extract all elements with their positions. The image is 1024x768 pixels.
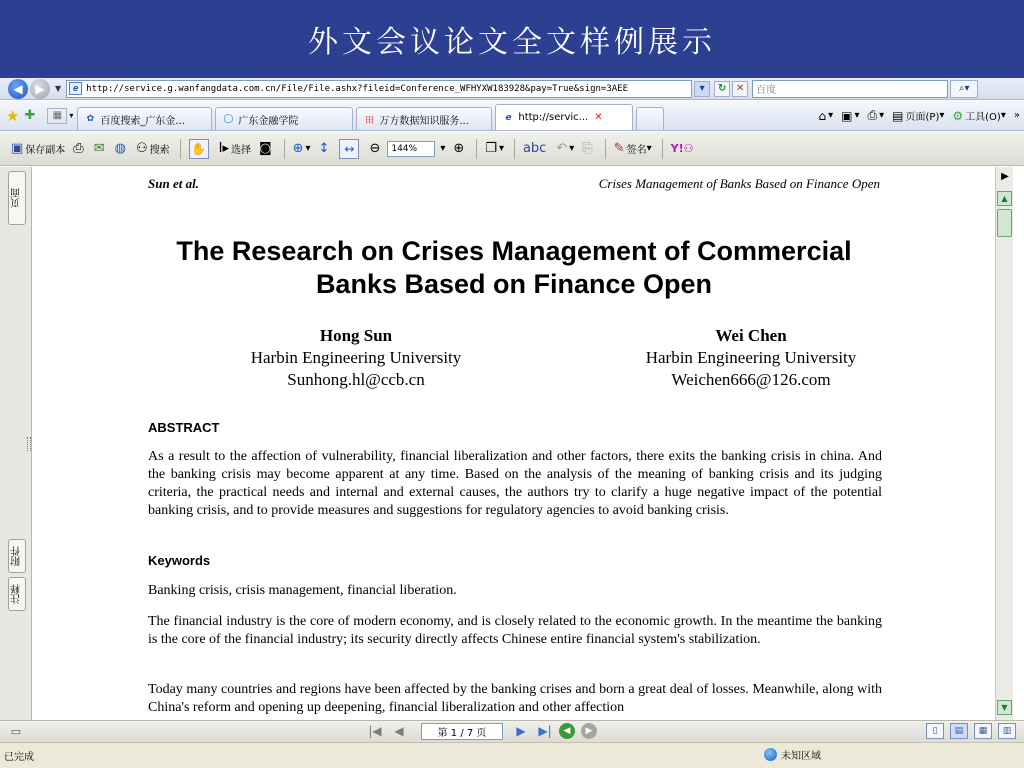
next-view-button[interactable]: ▶ [581, 723, 597, 739]
page-number-field[interactable] [421, 723, 503, 740]
continuous-page-icon[interactable]: ▤ [950, 723, 968, 739]
save-copy-label: 保存副本 [25, 145, 66, 156]
new-tab-button[interactable] [636, 107, 664, 130]
scroll-thumb[interactable] [997, 209, 1012, 237]
scroll-up-button[interactable]: ▲ [997, 191, 1012, 206]
toolbar-divider [476, 139, 477, 159]
yahoo-icon[interactable]: Y!⚇ [670, 142, 694, 155]
url-dropdown-icon[interactable]: ▾ [694, 81, 710, 97]
author-name: Hong Sun [319, 326, 393, 345]
ie-page-icon: e [69, 82, 82, 95]
feeds-button[interactable]: ▣ ▾ [841, 108, 860, 123]
forward-button[interactable]: ▶ [30, 79, 50, 99]
spellcheck-icon: abc [522, 141, 547, 156]
body-paragraph: Today many countries and regions have been affected by the banking crises and born a great deal of losses. Meanwhile, along with China's reform and opening up deepening, financial liberalization and other affection [148, 682, 882, 715]
view-mode-controls [920, 723, 1016, 739]
toolbar-divider [605, 139, 606, 159]
stop-icon[interactable]: ✕ [732, 81, 748, 97]
zoom-out-icon: ⊖ [369, 141, 381, 156]
select-tool-button[interactable] [216, 138, 254, 160]
web-search-button[interactable] [112, 138, 131, 160]
fit-page-button[interactable] [316, 138, 335, 160]
attachments-tab-label: 附件 [11, 546, 23, 566]
fit-width-button[interactable] [336, 138, 364, 160]
zoom-value: 144% [391, 143, 418, 154]
panel-resize-handle[interactable] [27, 437, 31, 451]
email-button[interactable] [91, 138, 110, 160]
quick-tabs-icon[interactable]: ▦ [47, 108, 67, 124]
chevron-more-icon[interactable]: » [1013, 110, 1020, 121]
tab-bar [0, 101, 1024, 131]
paper-title: The Research on Crises Management of Commercial Banks Based on Finance Open [176, 236, 852, 299]
slide-title: 外文会议论文全文样例展示 [0, 0, 1024, 78]
undo-icon: ↶ [556, 141, 568, 156]
search-icon[interactable]: ⌕▾ [950, 80, 978, 98]
search-pdf-label: 搜索 [149, 145, 170, 156]
save-copy-button[interactable] [8, 138, 68, 160]
next-page-button[interactable]: ▶ [516, 724, 526, 738]
page-nav-controls [365, 722, 603, 740]
comments-panel-tab[interactable] [8, 577, 26, 611]
search-pdf-button[interactable] [133, 138, 173, 160]
attachments-panel-tab[interactable] [8, 539, 26, 573]
tools-menu-label: 工具(O) [965, 112, 1001, 123]
navigation-panel [0, 167, 32, 720]
history-dropdown-icon[interactable]: ▼ [55, 84, 62, 93]
home-button[interactable]: ⌂ ▾ [818, 108, 834, 123]
page-menu[interactable]: ▤ 页面(P) ▾ [892, 108, 945, 123]
body-paragraph: The financial industry is the core of modern economy, and is closely related to the economic growth. In the meantime the banking is the core of the financial industry; its security directly affects Chinese entire financial system's stabilization. [148, 614, 882, 647]
back-button[interactable]: ◀ [8, 79, 28, 99]
pen-icon: ✎ [613, 141, 625, 156]
add-favorite-icon[interactable]: ✚ [24, 108, 36, 123]
author-email: Sunhong.hl@ccb.cn [287, 370, 425, 389]
tab-label: 万方数据知识服务... [379, 115, 469, 127]
zoom-out-button[interactable] [366, 138, 385, 160]
tab-wanfang[interactable] [356, 107, 492, 130]
running-head-right: Crises Management of Banks Based on Finance Open [598, 176, 880, 191]
page-size-icon[interactable]: ▭ [10, 725, 22, 738]
search-placeholder: 百度 [756, 85, 777, 96]
keywords-heading: Keywords [148, 553, 211, 568]
author-block [601, 325, 901, 391]
zone-text: 未知区域 [781, 751, 821, 762]
author-name: Wei Chen [715, 326, 787, 345]
sign-button[interactable]: ✎ 签名 ▾ [613, 141, 652, 156]
pdf-toolbar [0, 132, 1024, 166]
toolbar-divider [662, 139, 663, 159]
abstract-text: As a result to the affection of vulnerability, financial liberalization and other factors, there exits the banking crisis in china. And the banking crisis may become apparent at any time. Based on the analysis of the meaning of banking crisis and its judging criteria, the practical needs and internal and external causes, the authors try to clarify a huge negative impact of the potential banking crisis, and to provide measures and suggestions for regulatory agencies to avoid banking crisis. [148, 449, 882, 518]
printer-icon: ⎙ [73, 141, 84, 156]
author-affiliation: Harbin Engineering University [250, 348, 462, 367]
print-button[interactable]: ⎙ ▾ [867, 108, 885, 122]
address-bar [0, 78, 1024, 100]
snapshot-button[interactable] [256, 138, 277, 160]
first-page-button[interactable]: |◀ [368, 724, 382, 738]
camera-icon: ◙ [258, 141, 272, 156]
zoom-in-button[interactable] [450, 138, 469, 160]
fit-width-icon: ↔ [339, 139, 359, 159]
tools-menu[interactable]: ⚙ 工具(O) ▾ [952, 108, 1006, 123]
close-tab-icon[interactable]: ✕ [594, 112, 603, 123]
search-input[interactable] [752, 80, 948, 98]
ie-icon: e [505, 112, 512, 123]
text-cursor-icon: I▸ [218, 141, 229, 156]
zoom-tool-button[interactable]: ⊕ ▾ [292, 141, 311, 156]
wanfang-icon: 田 [364, 115, 374, 126]
web-icon: ◍ [114, 141, 126, 156]
author-affiliation: Harbin Engineering University [645, 348, 857, 367]
pages-panel-tab[interactable] [8, 171, 26, 225]
keywords-text: Banking crisis, crisis management, financial liberation. [148, 583, 457, 598]
paw-icon: ✿ [86, 114, 95, 124]
hand-icon: ✋ [189, 139, 209, 159]
copy-icon: ⎘ [582, 141, 593, 156]
copy-button[interactable] [579, 138, 597, 160]
status-bar [0, 742, 1024, 768]
status-text: 已完成 [4, 752, 34, 763]
feeds-icon: ▣ [841, 108, 853, 123]
home-icon: ⌂ [818, 108, 827, 123]
tab-label: http://servic... [518, 112, 589, 123]
last-page-button[interactable]: ▶| [538, 724, 552, 738]
expand-arrow-icon[interactable]: ▶ [1001, 171, 1009, 182]
url-field[interactable] [66, 80, 692, 98]
ring-icon: ◯ [223, 114, 234, 124]
fit-page-icon: ↕ [318, 141, 330, 156]
tab-baidu[interactable] [77, 107, 212, 130]
tab-label: 广东金融学院 [238, 115, 299, 127]
select-tool-label: 选择 [230, 145, 251, 156]
page-navigation-bar [0, 720, 1024, 742]
print-icon: ⎙ [867, 108, 878, 122]
continuous-facing-icon[interactable]: ▥ [998, 723, 1016, 739]
pdf-page [33, 167, 995, 720]
tab-list-dropdown-icon[interactable]: ▾ [69, 111, 74, 120]
previous-page-button[interactable]: ◀ [394, 724, 404, 738]
page-icon: ▤ [892, 108, 904, 123]
toolbar-divider [284, 139, 285, 159]
vertical-scrollbar[interactable] [995, 167, 1013, 720]
author-block [206, 325, 506, 391]
zoom-input[interactable] [387, 141, 435, 157]
toolbar-divider [180, 139, 181, 159]
undo-button[interactable]: ↶ ▾ [556, 141, 575, 156]
pages-tab-label: 页面 [11, 188, 23, 208]
single-page-icon[interactable]: ▯ [926, 723, 944, 739]
command-bar [811, 108, 1024, 123]
favorites-star-icon[interactable]: ★ [6, 106, 20, 125]
binoculars-icon: ⚇ [135, 141, 148, 156]
page-display-icon: ❐ [485, 141, 497, 156]
sign-label: 签名 [626, 145, 647, 156]
scroll-down-button[interactable]: ▼ [997, 700, 1012, 715]
zoom-in-icon: ⊕ [453, 141, 465, 156]
tab-gdufe[interactable] [215, 107, 353, 130]
comments-tab-label: 注释 [11, 584, 23, 604]
refresh-icon[interactable]: ↻ [714, 81, 730, 97]
hand-tool-button[interactable] [186, 138, 214, 160]
security-zone[interactable] [764, 747, 821, 762]
abstract-heading: ABSTRACT [148, 420, 220, 435]
print-pdf-button[interactable] [70, 138, 88, 160]
running-head-left: Sun et al. [148, 176, 199, 191]
page-indicator: 第 1 / 7 页 [437, 727, 487, 739]
toolbar-divider [514, 139, 515, 159]
tab-label: 百度搜索_广东金... [100, 115, 185, 127]
spelling-button[interactable] [520, 138, 551, 160]
zoom-dropdown[interactable]: ▾ [440, 143, 446, 154]
magnifier-icon: ⊕ [292, 141, 304, 156]
globe-icon [764, 748, 777, 761]
email-icon: ✉ [93, 141, 105, 156]
tab-active-pdf[interactable] [495, 104, 633, 130]
floppy-icon: ▣ [11, 141, 24, 156]
url-text: http://service.g.wanfangdata.com.cn/File/File.ashx?fileid=Conference_WFHYXW183928&pay=True&sign=3AEE [86, 83, 629, 94]
author-email: Weichen666@126.com [671, 370, 831, 389]
gear-icon: ⚙ [952, 108, 964, 123]
pdf-viewer[interactable] [33, 167, 995, 720]
previous-view-button[interactable]: ◀ [559, 723, 575, 739]
page-menu-label: 页面(P) [905, 112, 940, 123]
page-display-button[interactable]: ❐ ▾ [485, 141, 504, 156]
facing-pages-icon[interactable]: ▦ [974, 723, 992, 739]
